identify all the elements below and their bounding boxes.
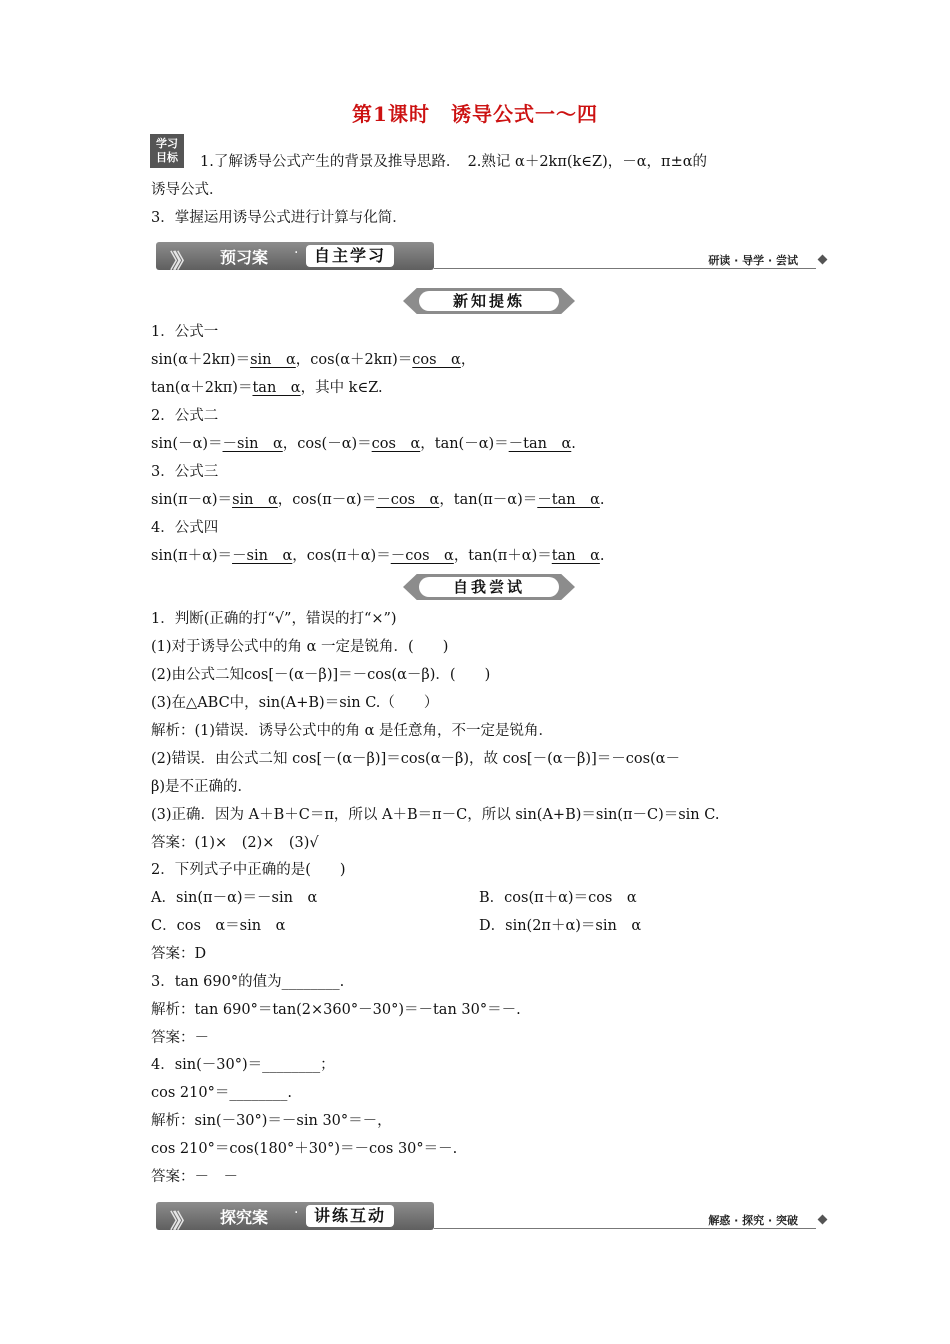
banner-subtitle: 研读 · 导学 · 尝试: [708, 254, 798, 267]
formula4-heading: 4．公式四: [151, 520, 219, 536]
text: ，cos(π＋α)＝: [292, 548, 391, 564]
q2-option-b: B．cos(π＋α)＝cos α: [479, 890, 637, 906]
q4-heading2: cos 210°＝________.: [151, 1085, 292, 1101]
objective-line2: 诱导公式．: [151, 182, 224, 198]
text: tan(α＋2kπ)＝: [151, 380, 253, 396]
diamond-icon: [818, 1215, 828, 1225]
q1-heading: 1．判断(正确的打“√”，错误的打“×”): [151, 611, 397, 627]
q1-solution2: (2)错误．由公式二知 cos[－(α－β)]＝cos(α－β)，故 cos[－(α－β)]＝－cos(α－: [151, 751, 680, 767]
objective-line3: 3．掌握运用诱导公式进行计算与化简．: [151, 210, 407, 226]
q2-answer: 答案：D: [151, 946, 207, 962]
subheader-new-knowledge: [403, 288, 575, 314]
q3-answer: 答案：－: [151, 1030, 209, 1046]
learning-goals-badge: [150, 134, 184, 168]
q1-item3: (3)在△ABC中，sin(A+B)＝sin C.（ ）: [151, 695, 439, 711]
q3-solution: 解析：tan 690°＝tan(2×360°－30°)＝－tan 30°＝－.: [151, 1002, 521, 1018]
text: ，其中 k∈Z.: [300, 380, 383, 396]
q1-item1: (1)对于诱导公式中的角 α 一定是锐角．( ): [151, 639, 449, 655]
text: .: [571, 436, 576, 452]
answer-blank: cos α: [371, 436, 421, 452]
q4-answer: 答案：－ －: [151, 1169, 238, 1185]
section-banner-preview: [156, 242, 826, 274]
q2-option-c: C．cos α＝sin α: [151, 918, 286, 934]
q1-solution3: β)是不正确的．: [151, 779, 253, 795]
banner-subtitle: 解惑 · 探究 · 突破: [708, 1214, 798, 1227]
q4-heading: 4．sin(－30°)＝________；: [151, 1057, 335, 1073]
banner-dot: ·: [294, 245, 299, 261]
q1-solution4: (3)正确．因为 A＋B＋C＝π，所以 A＋B＝π－C，所以 sin(A+B)＝sin(π－C)＝sin C.: [151, 807, 720, 823]
formula3-heading: 3．公式三: [151, 464, 219, 480]
answer-blank: －cos α: [376, 492, 440, 508]
text: sin(π－α)＝: [151, 492, 233, 508]
q1-answer: 答案：(1)× (2)× (3)√: [151, 835, 319, 851]
objective-line1: 1.了解诱导公式产生的背景及推导思路． 2.熟记 α＋2kπ(k∈Z)，－α，π±α的: [200, 154, 708, 170]
answer-blank: －sin α: [222, 436, 283, 452]
text: sin(π＋α)＝: [151, 548, 233, 564]
answer-blank: tan α: [551, 548, 600, 564]
q2-option-a: A．sin(π－α)＝－sin α: [151, 890, 318, 906]
text: ，cos(－α)＝: [282, 436, 372, 452]
banner-title: 预习案: [220, 248, 269, 267]
banner-pill: 自主学习: [306, 245, 394, 267]
formula2-heading: 2．公式二: [151, 408, 219, 424]
text: ，tan(－α)＝: [420, 436, 509, 452]
answer-blank: tan α: [252, 380, 301, 396]
badge-line1: 学习: [156, 137, 178, 150]
answer-blank: sin α: [232, 492, 278, 508]
banner-dot: ·: [294, 1205, 299, 1221]
formula2-line: [151, 434, 576, 454]
text: ，tan(π＋α)＝: [453, 548, 552, 564]
q1-solution1: 解析：(1)错误．诱导公式中的角 α 是任意角，不一定是锐角．: [151, 723, 554, 739]
q4-solution2: cos 210°＝cos(180°＋30°)＝－cos 30°＝－.: [151, 1141, 458, 1157]
q1-item2: (2)由公式二知cos[－(α－β)]＝－cos(α－β)．( ): [151, 667, 491, 683]
formula1-heading: 1．公式一: [151, 324, 219, 340]
text: sin(－α)＝: [151, 436, 223, 452]
text: ，cos(π－α)＝: [277, 492, 377, 508]
answer-blank: －tan α: [537, 492, 600, 508]
q2-heading: 2．下列式子中正确的是( ): [151, 862, 346, 878]
banner-rule: [434, 1228, 816, 1229]
banner-rule: [434, 268, 816, 269]
text: ，: [460, 352, 476, 368]
subheader-label: 自我尝试: [419, 577, 559, 597]
subheader-label: 新知提炼: [419, 291, 559, 311]
answer-blank: －tan α: [508, 436, 572, 452]
page-title: 第1课时 诱导公式一～四: [352, 102, 598, 126]
answer-blank: cos α: [412, 352, 461, 368]
text: sin(α＋2kπ)＝: [151, 352, 251, 368]
q2-option-d: D．sin(2π＋α)＝sin α: [479, 918, 642, 934]
subheader-self-test: [403, 574, 575, 600]
badge-line2: 目标: [156, 151, 178, 164]
formula1-line-b: [151, 378, 383, 398]
text: ，tan(π－α)＝: [439, 492, 538, 508]
chevron-double-right-icon: 》》: [170, 249, 188, 273]
formula3-line: [151, 490, 604, 510]
diamond-icon: [818, 255, 828, 265]
text: .: [599, 492, 605, 508]
text: ，cos(α＋2kπ)＝: [295, 352, 413, 368]
formula4-line: [151, 546, 604, 566]
banner-pill: 讲练互动: [306, 1205, 394, 1227]
chevron-double-right-icon: 》》: [170, 1209, 188, 1233]
banner-title: 探究案: [220, 1208, 269, 1227]
section-banner-explore: [156, 1202, 826, 1234]
answer-blank: sin α: [250, 352, 296, 368]
q3-heading: 3．tan 690°的值为________.: [151, 974, 345, 990]
formula1-line-a: [151, 350, 475, 370]
answer-blank: －cos α: [390, 548, 454, 564]
answer-blank: －sin α: [232, 548, 293, 564]
q4-solution1: 解析：sin(－30°)＝－sin 30°＝－，: [151, 1113, 392, 1129]
text: .: [599, 548, 605, 564]
